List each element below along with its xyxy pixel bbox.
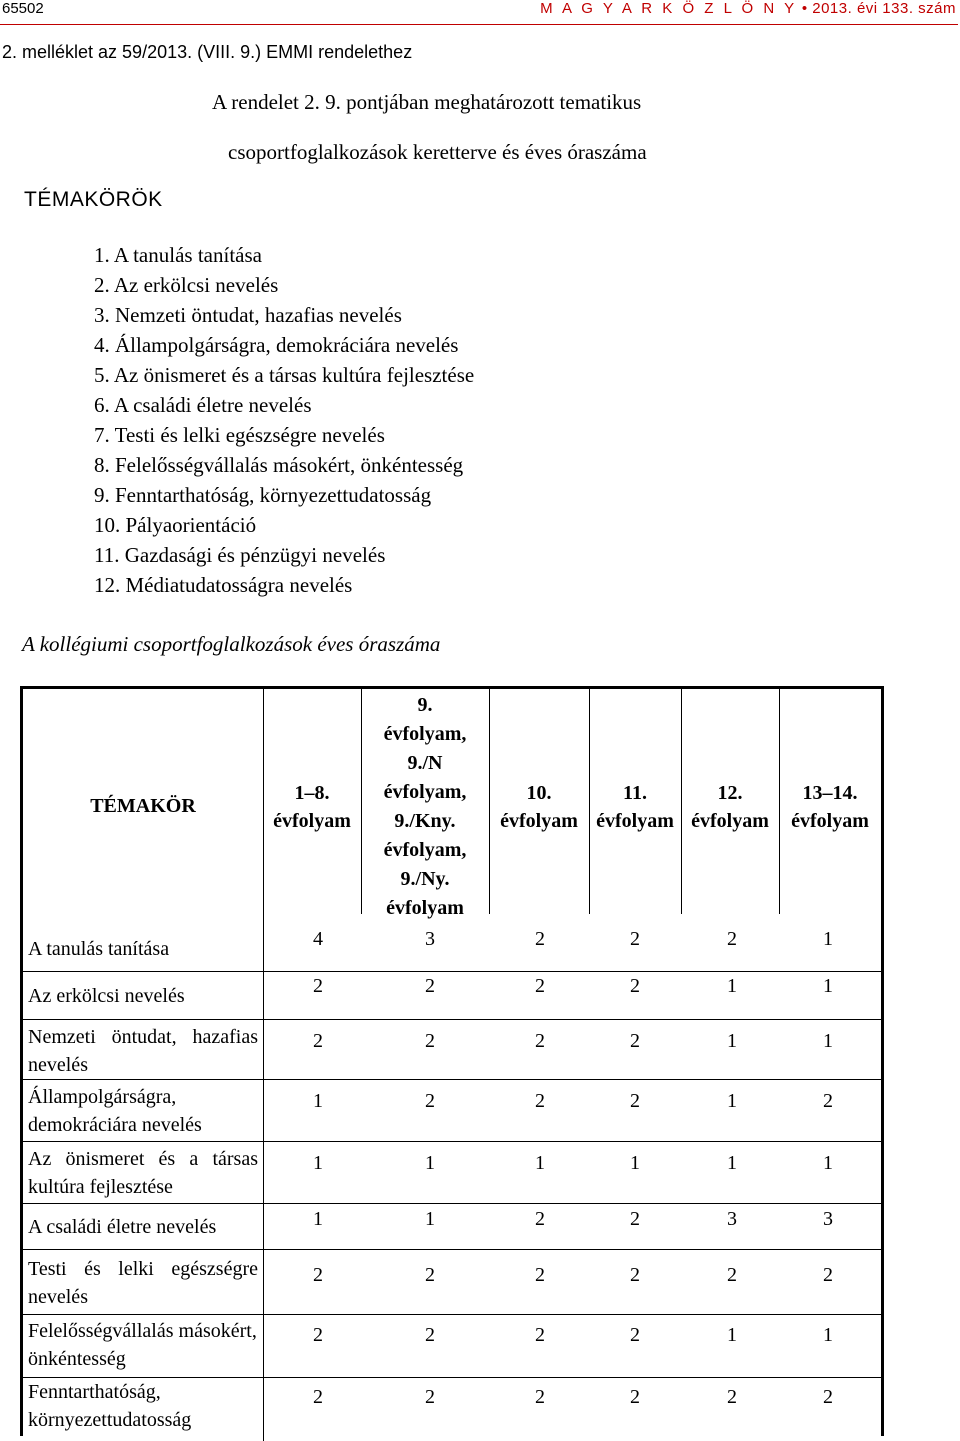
column-header-11 (589, 779, 681, 835)
row-label: Nemzeti öntudat, hazafias nevelés (28, 1026, 258, 1076)
row-label: Az erkölcsi nevelés (28, 985, 185, 1007)
table-title: A kollégiumi csoportfoglalkozások éves óraszáma (22, 632, 441, 656)
table-cell: 2 (630, 1030, 640, 1052)
table-cell: 1 (727, 975, 737, 997)
table-cell: 1 (823, 1030, 833, 1052)
list-item: 10. Pályaorientáció (94, 513, 257, 537)
table-cell: 1 (727, 1090, 737, 1112)
list-item: 8. Felelősségvállalás másokért, önkéntesség (94, 453, 464, 477)
table-cell: 1 (313, 1090, 323, 1112)
table-cell: 3 (727, 1208, 737, 1230)
table-cell: 2 (425, 975, 435, 997)
table-cell: 2 (535, 975, 545, 997)
header-bullet: • (801, 0, 808, 17)
table-cell: 1 (425, 1208, 435, 1230)
table-cell: 2 (630, 1090, 640, 1112)
header-line: 11. (623, 782, 647, 804)
row-label: A családi életre nevelés (28, 1216, 217, 1238)
table-cell: 1 (727, 1152, 737, 1174)
table-cell: 2 (535, 1208, 545, 1230)
row-label: Felelősségvállalás másokért, önkéntesség (28, 1320, 257, 1370)
row-label: A tanulás tanítása (28, 938, 170, 960)
list-item: 9. Fenntarthatóság, környezettudatosság (94, 483, 432, 507)
table-cell: 2 (727, 1386, 737, 1408)
table-cell: 2 (535, 1324, 545, 1346)
table-cell: 2 (313, 1324, 323, 1346)
table-cell: 2 (727, 1264, 737, 1286)
table-cell: 1 (823, 928, 833, 950)
table-cell: 2 (425, 1030, 435, 1052)
table-cell: 2 (425, 1386, 435, 1408)
header-rule (0, 24, 958, 25)
column-header-10 (489, 779, 589, 835)
header-line: évfolyam (386, 897, 464, 919)
table-cell: 2 (823, 1090, 833, 1112)
table-cell: 1 (823, 1324, 833, 1346)
annex-reference: 2. melléklet az 59/2013. (VIII. 9.) EMMI rendelethez (2, 42, 413, 62)
table-divider (23, 1314, 881, 1315)
table-cell: 2 (630, 1324, 640, 1346)
header-line: 9./N (407, 752, 443, 774)
header-line: évfolyam, (383, 839, 467, 861)
table-cell: 2 (630, 1386, 640, 1408)
table-cell: 2 (630, 928, 640, 950)
header-line: 1–8. (294, 782, 330, 804)
header-line: évfolyam (791, 810, 869, 832)
header-line: évfolyam (691, 810, 769, 832)
table-cell: 4 (313, 928, 323, 950)
table-cell: 2 (630, 1208, 640, 1230)
header-line: 13–14. (802, 782, 858, 804)
table-divider (23, 1249, 881, 1250)
table-cell: 1 (727, 1030, 737, 1052)
list-item: 3. Nemzeti öntudat, hazafias nevelés (94, 303, 402, 327)
table-cell: 2 (313, 1386, 323, 1408)
table-cell: 1 (630, 1152, 640, 1174)
table-cell: 2 (535, 1264, 545, 1286)
table-cell: 1 (425, 1152, 435, 1174)
table-cell: 1 (823, 1152, 833, 1174)
page-header (0, 0, 960, 24)
table-divider (23, 1019, 881, 1020)
header-line: 9. (417, 694, 433, 716)
column-header-topic: TÉMAKÖR (90, 795, 196, 817)
table-cell: 2 (727, 928, 737, 950)
table-cell: 1 (535, 1152, 545, 1174)
header-line: évfolyam, (383, 781, 467, 803)
header-line: 9./Ny. (400, 868, 450, 890)
list-item: 4. Állampolgárságra, demokráciára nevelés (94, 333, 459, 357)
header-line: évfolyam (500, 810, 578, 832)
table-cell: 2 (313, 975, 323, 997)
header-line: 12. (717, 782, 743, 804)
table-cell: 2 (313, 1030, 323, 1052)
list-item: 11. Gazdasági és pénzügyi nevelés (94, 543, 386, 567)
table-cell: 1 (313, 1208, 323, 1230)
list-item: 6. A családi életre nevelés (94, 393, 312, 417)
table-cell: 2 (535, 1030, 545, 1052)
topics-list (94, 240, 474, 600)
header-line: évfolyam, (383, 723, 467, 745)
table-cell: 3 (425, 928, 435, 950)
table-cell: 3 (823, 1208, 833, 1230)
column-header-1-8 (263, 779, 361, 835)
table-cell: 2 (823, 1386, 833, 1408)
document-title-line-2: csoportfoglalkozások keretterve és éves óraszáma (228, 140, 647, 164)
row-label: Testi és lelki egészségre nevelés (28, 1258, 258, 1308)
column-header-9 (361, 691, 489, 923)
journal-name: M A G Y A R K Ö Z L Ö N Y (540, 0, 798, 17)
row-label: Az önismeret és a társas kultúra fejlesztése (28, 1148, 258, 1198)
table-divider (23, 1079, 881, 1080)
table-cell: 2 (535, 928, 545, 950)
table-cell: 1 (313, 1152, 323, 1174)
page-number: 65502 (2, 0, 44, 17)
row-label: Fenntarthatóság, környezettudatosság (28, 1381, 192, 1431)
journal-issue: 2013. évi 133. szám (812, 0, 956, 17)
table-divider (23, 1141, 881, 1142)
table-cell: 1 (823, 975, 833, 997)
hours-table (20, 686, 884, 1436)
table-cell: 2 (630, 975, 640, 997)
journal-title (540, 0, 956, 17)
column-header-12 (681, 779, 779, 835)
list-item: 7. Testi és lelki egészségre nevelés (94, 423, 385, 447)
header-line: évfolyam (273, 810, 351, 832)
table-cell: 2 (425, 1090, 435, 1112)
table-cell: 2 (535, 1090, 545, 1112)
column-header-13-14 (779, 779, 881, 835)
topics-heading: TÉMAKÖRÖK (24, 188, 163, 211)
table-cell: 2 (535, 1386, 545, 1408)
header-line: 9./Kny. (394, 810, 456, 832)
table-cell: 2 (630, 1264, 640, 1286)
header-line: 10. (526, 782, 552, 804)
table-cell: 2 (425, 1264, 435, 1286)
table-divider (23, 971, 881, 972)
document-title-line-1: A rendelet 2. 9. pontjában meghatározott tematikus (212, 90, 642, 114)
list-item: 2. Az erkölcsi nevelés (94, 273, 279, 297)
table-divider (263, 971, 264, 1441)
header-line: évfolyam (596, 810, 674, 832)
table-cell: 2 (425, 1324, 435, 1346)
list-item: 12. Médiatudatosságra nevelés (94, 573, 353, 597)
table-divider (23, 1203, 881, 1204)
row-label: Állampolgárságra, demokráciára nevelés (28, 1086, 202, 1136)
list-item: 5. Az önismeret és a társas kultúra fejlesztése (94, 363, 475, 387)
list-item: 1. A tanulás tanítása (94, 243, 262, 267)
table-cell: 2 (823, 1264, 833, 1286)
table-cell: 2 (313, 1264, 323, 1286)
table-cell: 1 (727, 1324, 737, 1346)
